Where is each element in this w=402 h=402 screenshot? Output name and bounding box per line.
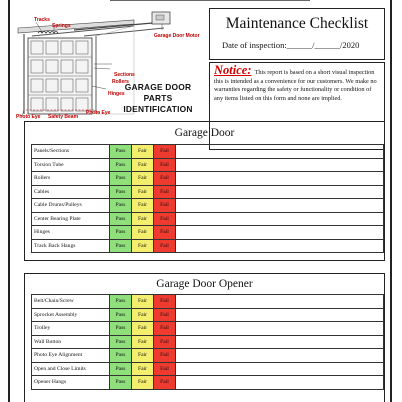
- item-label: Open and Close Limits: [32, 362, 110, 376]
- section-garage-door: [24, 121, 385, 261]
- parts-id-line3: IDENTIFICATION: [123, 104, 193, 114]
- pass-rating[interactable]: Pass: [110, 185, 132, 199]
- pass-rating[interactable]: Pass: [110, 172, 132, 186]
- fail-rating[interactable]: Fail: [154, 362, 176, 376]
- fail-rating[interactable]: Fail: [154, 145, 176, 159]
- notes-cell[interactable]: [176, 362, 384, 376]
- section-title: Garage Door: [174, 127, 235, 139]
- notes-cell[interactable]: [176, 322, 384, 336]
- notes-cell[interactable]: [176, 226, 384, 240]
- table-row: [32, 295, 384, 309]
- parts-id-line2: PARTS: [143, 93, 173, 103]
- label-hinges: Hinges: [108, 91, 125, 97]
- fail-rating[interactable]: Fail: [154, 172, 176, 186]
- table-row: [32, 158, 384, 172]
- item-label: Wall Button: [32, 335, 110, 349]
- table-row: [32, 212, 384, 226]
- date-of-inspection[interactable]: Date of inspection:______/______/2020: [222, 40, 360, 50]
- fail-rating[interactable]: Fail: [154, 308, 176, 322]
- page-title: Maintenance Checklist: [225, 15, 369, 32]
- label-safety-beam: Safety Beam: [48, 114, 79, 120]
- pass-rating[interactable]: Pass: [110, 199, 132, 213]
- label-tracks: Tracks: [34, 17, 50, 23]
- notes-cell[interactable]: [176, 349, 384, 363]
- label-springs: Springs: [52, 23, 71, 29]
- item-label: Torsion Tube: [32, 158, 110, 172]
- pass-rating[interactable]: Pass: [110, 322, 132, 336]
- label-rollers: Rollers: [112, 79, 129, 85]
- fair-rating[interactable]: Fair: [132, 199, 154, 213]
- fail-rating[interactable]: Fail: [154, 158, 176, 172]
- notes-cell[interactable]: [176, 239, 384, 253]
- fair-rating[interactable]: Fair: [132, 226, 154, 240]
- notes-cell[interactable]: [176, 185, 384, 199]
- notes-cell[interactable]: [176, 212, 384, 226]
- table-row: [32, 322, 384, 336]
- item-label: Belt/Chain/Screw: [32, 295, 110, 309]
- table-row: [32, 185, 384, 199]
- fail-rating[interactable]: Fail: [154, 349, 176, 363]
- table-row: [32, 172, 384, 186]
- notes-cell[interactable]: [176, 295, 384, 309]
- label-motor: Garage Door Motor: [154, 33, 200, 39]
- fail-rating[interactable]: Fail: [154, 185, 176, 199]
- fair-rating[interactable]: Fair: [132, 349, 154, 363]
- item-label: Cable Drums/Pulleys: [32, 199, 110, 213]
- notice-heading: Notice:: [214, 63, 252, 77]
- table-row: [32, 335, 384, 349]
- notes-cell[interactable]: [176, 145, 384, 159]
- item-label: Track Back Hangs: [32, 239, 110, 253]
- table-row: [32, 145, 384, 159]
- fail-rating[interactable]: Fail: [154, 226, 176, 240]
- fail-rating[interactable]: Fail: [154, 295, 176, 309]
- checklist-table: [31, 294, 384, 390]
- label-photo-eye-left: Photo Eye: [16, 114, 41, 120]
- checklist-body: [32, 295, 384, 390]
- label-sections: Sections: [114, 72, 135, 78]
- fair-rating[interactable]: Fair: [132, 362, 154, 376]
- pass-rating[interactable]: Pass: [110, 308, 132, 322]
- pass-rating[interactable]: Pass: [110, 295, 132, 309]
- title-box: [209, 8, 385, 60]
- fair-rating[interactable]: Fair: [132, 308, 154, 322]
- pass-rating[interactable]: Pass: [110, 362, 132, 376]
- table-row: [32, 376, 384, 390]
- item-label: Photo Eye Alignment: [32, 349, 110, 363]
- pass-rating[interactable]: Pass: [110, 335, 132, 349]
- item-label: Cables: [32, 185, 110, 199]
- item-label: Trolley: [32, 322, 110, 336]
- fail-rating[interactable]: Fail: [154, 322, 176, 336]
- table-row: [32, 349, 384, 363]
- fail-rating[interactable]: Fail: [154, 239, 176, 253]
- label-photo-eye-right: Photo Eye: [86, 110, 111, 116]
- item-label: Rollers: [32, 172, 110, 186]
- notes-cell[interactable]: [176, 335, 384, 349]
- pass-rating[interactable]: Pass: [110, 226, 132, 240]
- checklist-body: [32, 145, 384, 253]
- table-row: [32, 226, 384, 240]
- item-label: Center Bearing Plate: [32, 212, 110, 226]
- fair-rating[interactable]: Fair: [132, 335, 154, 349]
- pass-rating[interactable]: Pass: [110, 212, 132, 226]
- checklist-table: [31, 144, 384, 253]
- notes-cell[interactable]: [176, 376, 384, 390]
- section-title: Garage Door Opener: [156, 278, 253, 290]
- table-row: [32, 199, 384, 213]
- fair-rating[interactable]: Fair: [132, 185, 154, 199]
- notice-body: This report is based on a short visual inspection this is intended as a convenience for our customers. We make no warranties regarding the safety or functionality or condition of any items listed on this form and none are implied.: [214, 69, 377, 102]
- notes-cell[interactable]: [176, 172, 384, 186]
- notes-cell[interactable]: [176, 308, 384, 322]
- fair-rating[interactable]: Fair: [132, 158, 154, 172]
- pass-rating[interactable]: Pass: [110, 158, 132, 172]
- fair-rating[interactable]: Fair: [132, 239, 154, 253]
- fair-rating[interactable]: Fair: [132, 322, 154, 336]
- top-rule: [110, 0, 310, 1]
- item-label: Opener Hangs: [32, 376, 110, 390]
- table-row: [32, 308, 384, 322]
- table-row: [32, 362, 384, 376]
- fail-rating[interactable]: Fail: [154, 335, 176, 349]
- fair-rating[interactable]: Fair: [132, 172, 154, 186]
- item-label: Hinges: [32, 226, 110, 240]
- section-garage-door-opener: [24, 273, 385, 402]
- notes-cell[interactable]: [176, 158, 384, 172]
- fail-rating[interactable]: Fail: [154, 199, 176, 213]
- item-label: Sprocket Assembly: [32, 308, 110, 322]
- fail-rating[interactable]: Fail: [154, 212, 176, 226]
- pass-rating[interactable]: Pass: [110, 349, 132, 363]
- parts-id-line1: GARAGE DOOR: [124, 82, 192, 92]
- fail-rating[interactable]: Fail: [154, 376, 176, 390]
- fair-rating[interactable]: Fair: [132, 295, 154, 309]
- fair-rating[interactable]: Fair: [132, 376, 154, 390]
- pass-rating[interactable]: Pass: [110, 376, 132, 390]
- item-label: Panels/Sections: [32, 145, 110, 159]
- pass-rating[interactable]: Pass: [110, 145, 132, 159]
- fair-rating[interactable]: Fair: [132, 145, 154, 159]
- notes-cell[interactable]: [176, 199, 384, 213]
- pass-rating[interactable]: Pass: [110, 239, 132, 253]
- parts-identification-heading: [110, 82, 206, 115]
- fair-rating[interactable]: Fair: [132, 212, 154, 226]
- table-row: [32, 239, 384, 253]
